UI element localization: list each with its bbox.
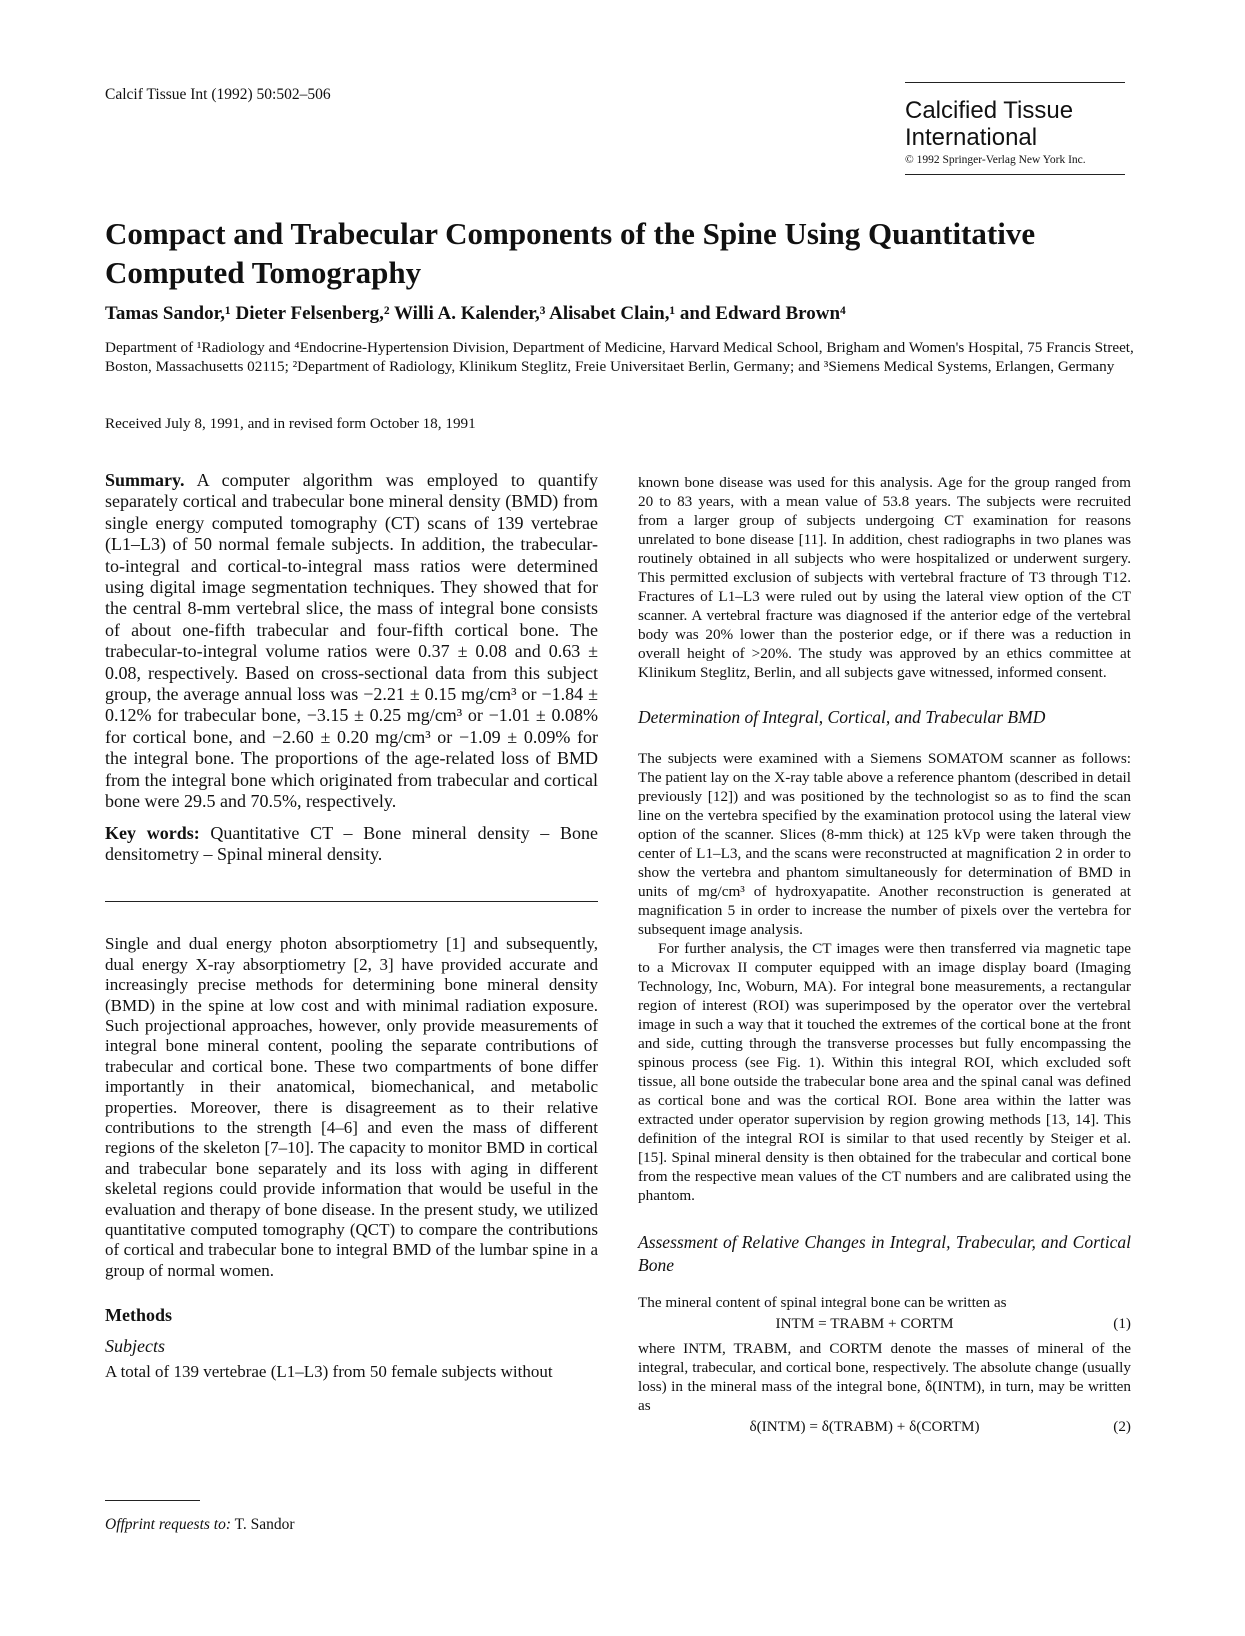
introduction-paragraph: Single and dual energy photon absorptiometry [1] and subsequently, dual energy X-ray absorptiometry [2, 3] have provided accurate and increasingly precise methods for determining bone mineral density (BMD) in the spine at low cost and with minimal radiation exposure. Such projectional approaches, however, only provide measurements of integral bone mineral content, pooling the separate contributions of trabecular and cortical bone. These two compartments of bone differ importantly in their anatomical, biomechanical, and metabolic properties. Moreover, there is disagreement as to their relative contributions to the strength [4–6] and even the mass of different regions of the skeleton [7–10]. The capacity to monitor BMD in cortical and trabecular bone separately and its loss with aging in different skeletal regions could provide information that would be useful in the evaluation and therapy of bone disease. In the present study, we utilized quantitative computed tomography (QCT) to compare the contributions of cortical and trabecular bone to integral BMD of the lumbar spine in a group of normal women. xyxy=(105,934,598,1280)
equation-1 xyxy=(638,1314,1131,1333)
mass-definition-paragraph: where INTM, TRABM, and CORTM denote the masses of mineral of the integral, trabecular, and cortical bone, respectively. The absolute change (usually loss) in the mineral mass of the integral bone, δ(INTM), in turn, may be written as xyxy=(638,1340,1131,1414)
analysis-paragraph: For further analysis, the CT images were then transferred via magnetic tape to a Microvax II computer equipped with an image display board (Imaging Technology, Inc, Woburn, MA). For integral bone measurements, a rectangular region of interest (ROI) was superimposed by the operator over the vertebral image in such a way that it touched the extremes of the cortical bone at the front and side, cutting through the transverse processes but fully encompassing the spinous process (see Fig. 1). Within this integral ROI, which excluded soft tissue, all bone outside the trabecular bone area and the spinal canal was defined as cortical bone and was the cortical ROI. Bone area within the latter was extracted under operator supervision by region growing methods [13, 14]. This definition of the integral ROI is similar to that used recently by Steiger et al. [15]. Spinal mineral density is then obtained for the trabecular and cortical bone from the respective mean values of the CT numbers and are calibrated using the phantom. xyxy=(638,940,1131,1204)
journal-name xyxy=(905,97,1125,151)
journal-name-line1: Calcified Tissue xyxy=(905,97,1074,124)
article-title: Compact and Trabecular Components of the Spine Using Quantitative Computed Tomography xyxy=(105,216,1036,290)
equation-2-number: (2) xyxy=(1113,1418,1131,1435)
methods-heading: Methods xyxy=(105,1305,172,1326)
equation-2-body: δ(INTM) = δ(TRABM) + δ(CORTM) xyxy=(749,1418,980,1435)
equation-2 xyxy=(638,1417,1131,1436)
keywords-label: Key words: xyxy=(105,822,200,843)
footnote-rule xyxy=(105,1500,200,1501)
keywords-text: Quantitative CT – Bone mineral density – Bone densitometry – Spinal mineral density. xyxy=(105,822,598,864)
summary-text: A computer algorithm was employed to quantify separately cortical and trabecular bone mineral density (BMD) from single energy computed tomography (CT) scans of 139 vertebrae (L1–L3) of 50 normal female subjects. In addition, the trabecular-to-integral and cortical-to-integral mass ratios were determined using digital image segmentation techniques. They showed that for the central 8-mm vertebral slice, the mass of integral bone consists of about one-fifth trabecular and four-fifth cortical bone. The trabecular-to-integral volume ratios were 0.37 ± 0.08 and 0.63 ± 0.08, respectively. Based on cross-sectional data from this subject group, the average annual loss was −2.21 ± 0.15 mg/cm³ or −1.84 ± 0.12% for trabecular bone, −3.15 ± 0.25 mg/cm³ or −1.01 ± 0.08% for cortical bone, and −2.60 ± 0.20 mg/cm³ or −1.09 ± 0.09% for the integral bone. The proportions of the age-related loss of BMD from the integral bone which originated from trabecular and cortical bone were 29.5 and 70.5%, respectively. xyxy=(105,470,598,812)
abstract-separator xyxy=(105,901,598,902)
author-affiliations: Department of ¹Radiology and ⁴Endocrine-Hypertension Division, Department of Medicine, Harvard Medical School, Brigham and Women's Hospital, 75 Francis Street, Boston, Massachusetts 02115; ²Department of Radiology, Klinikum Steglitz, Freie Universitaet Berlin, Germany; and ³Siemens Medical Systems, Erlangen, Germany xyxy=(105,339,1134,375)
summary-label: Summary. xyxy=(105,470,185,490)
subjects-heading: Subjects xyxy=(105,1335,165,1356)
journal-name-line2: International xyxy=(905,124,1038,151)
right-column xyxy=(638,473,1131,1442)
footnote-text: T. Sandor xyxy=(231,1516,295,1533)
masthead-top-rule xyxy=(905,82,1125,83)
journal-masthead xyxy=(905,82,1125,175)
journal-citation: Calcif Tissue Int (1992) 50:502–506 xyxy=(105,86,331,103)
offprint-footnote xyxy=(105,1516,295,1534)
copyright-notice: © 1992 Springer-Verlag New York Inc. xyxy=(905,154,1086,166)
subjects-continuation: known bone disease was used for this analysis. Age for the group ranged from 20 to 83 years, with a mean value of 53.8 years. The subjects were recruited from a larger group of subjects undergoing CT examination for reasons unrelated to bone disease [11]. In addition, chest radiographs in two planes was routinely obtained in all subjects who were hospitalized or underwent surgery. This permitted exclusion of subjects with vertebral fracture of T3 through T12. Fractures of L1–L3 were ruled out by using the lateral view option of the CT scanner. A vertebral fracture was diagnosed if the anterior edge of the vertebral body was 20% lower than the posterior edge, or if there was a reduction in overall height of >20%. The study was approved by an ethics committee at Klinikum Steglitz, Berlin, and all subjects gave witnessed, informed consent. xyxy=(638,474,1131,681)
equation-1-body: INTM = TRABM + CORTM xyxy=(775,1315,954,1332)
mineral-content-paragraph: The mineral content of spinal integral bone can be written as xyxy=(638,1294,1007,1311)
equation-1-number: (1) xyxy=(1113,1315,1131,1332)
abstract-summary xyxy=(105,470,598,813)
masthead-bottom-rule xyxy=(905,174,1125,175)
scanner-paragraph: The subjects were examined with a Siemens SOMATOM scanner as follows: The patient lay on the X-ray table above a reference phantom (described in detail previously [12]) and was positioned by the technologist so as to find the scan line on the vertebra specified by the examination protocol using the lateral view option of the scanner. Slices (8-mm thick) at 125 kVp were taken through the center of L1–L3, and the scans were reconstructed at magnification 2 in order to show the vertebra and phantom simultaneously for determination of BMD in units of mg/cm³ of hydroxyapatite. Another reconstruction is generated at magnification 5 in order to increase the number of pixels over the vertebra for subsequent image analysis. xyxy=(638,750,1131,938)
keywords xyxy=(105,823,598,866)
left-column xyxy=(105,470,598,1382)
bmd-determination-heading: Determination of Integral, Cortical, and Trabecular BMD xyxy=(638,707,1046,727)
footnote-label: Offprint requests to: xyxy=(105,1516,232,1533)
subjects-paragraph: A total of 139 vertebrae (L1–L3) from 50 female subjects without xyxy=(105,1362,553,1382)
author-list: Tamas Sandor,¹ Dieter Felsenberg,² Willi A. Kalender,³ Alisabet Clain,¹ and Edward Brown⁴ xyxy=(105,303,846,324)
received-date: Received July 8, 1991, and in revised form October 18, 1991 xyxy=(105,415,476,432)
assessment-heading: Assessment of Relative Changes in Integral, Trabecular, and Cortical Bone xyxy=(638,1232,1131,1275)
